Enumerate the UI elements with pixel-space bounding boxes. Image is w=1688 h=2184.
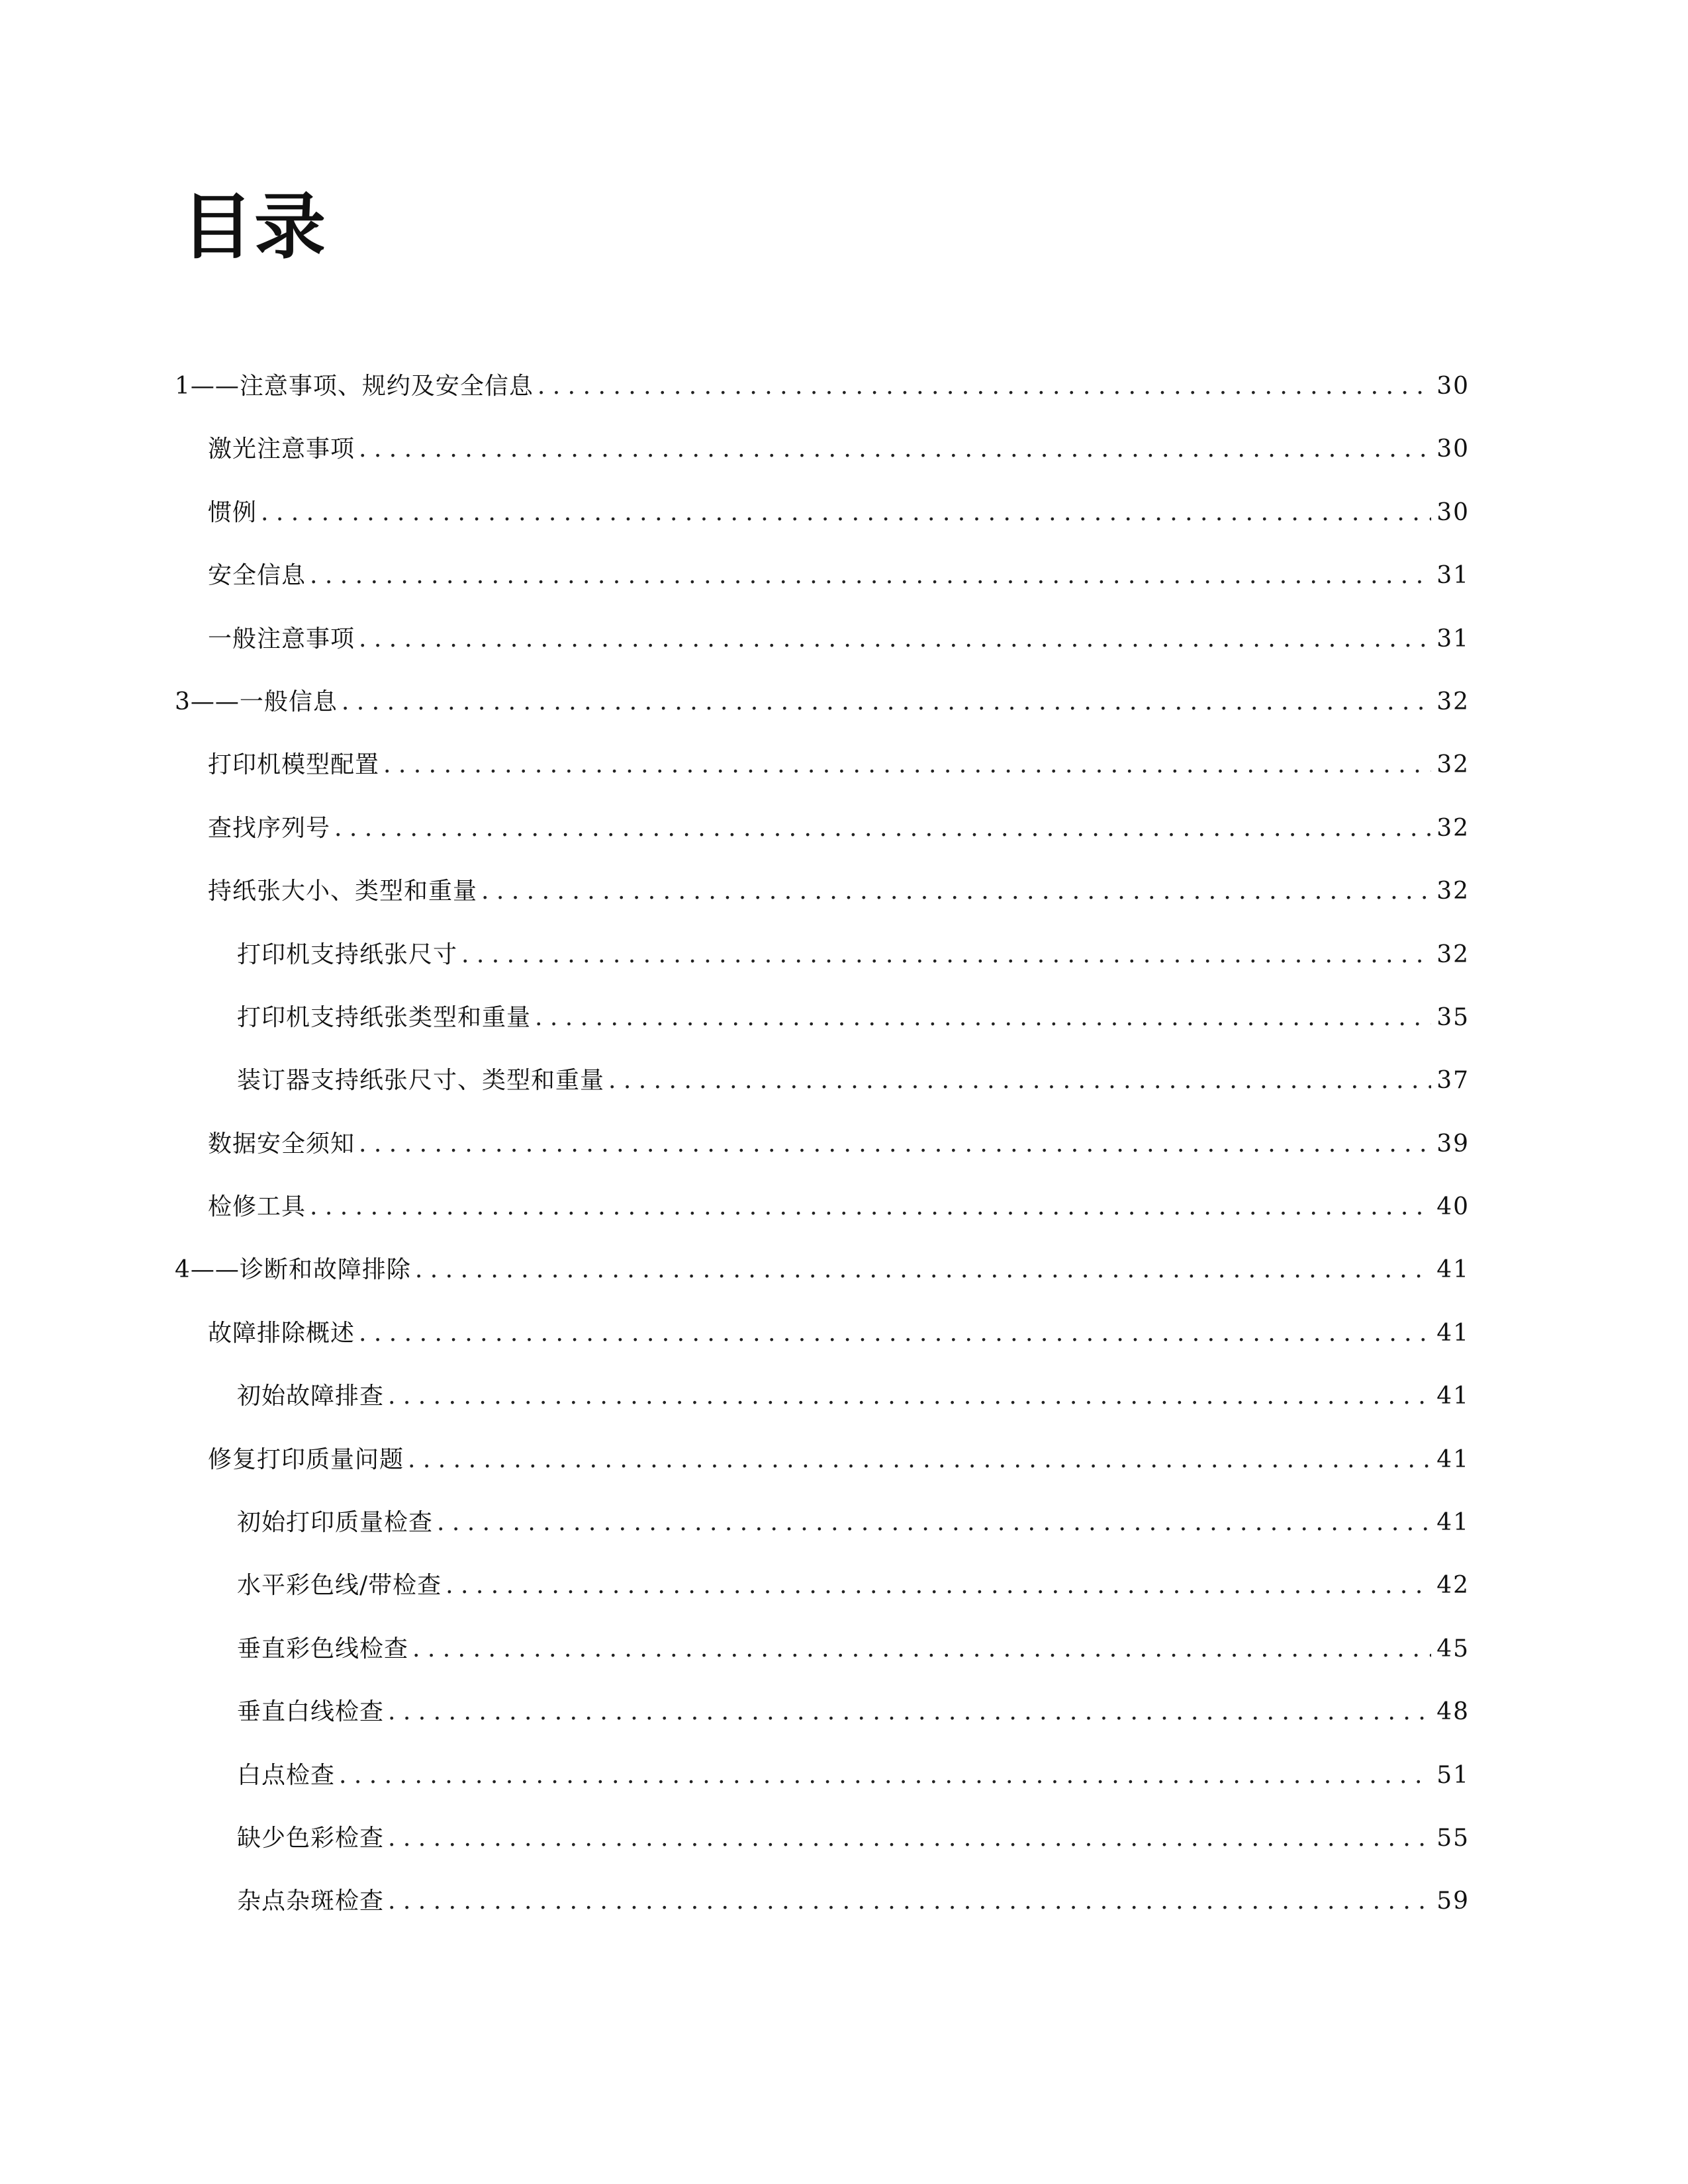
toc-entry-page-number: 45 (1436, 1635, 1470, 1662)
toc-entry[interactable] (175, 1057, 1470, 1120)
toc-dot-leader (342, 678, 1431, 726)
toc-entry-label: 查找序列号 (208, 814, 331, 842)
toc-entry[interactable] (175, 489, 1470, 552)
toc-entry-label: 垂直彩色线检查 (237, 1635, 409, 1662)
toc-entry-page-number: 32 (1436, 878, 1470, 905)
toc-dot-leader (388, 1878, 1431, 1925)
toc-entry-label: 打印机支持纸张尺寸 (237, 940, 458, 968)
toc-entry-page-number: 40 (1436, 1193, 1470, 1221)
toc-entry-page-number: 41 (1436, 1445, 1470, 1473)
toc-entry-page-number: 39 (1436, 1130, 1470, 1158)
toc-dot-leader (461, 931, 1431, 979)
toc-entry-label: 打印机模型配置 (208, 751, 380, 779)
toc-dot-leader (388, 1373, 1431, 1420)
toc-entry[interactable] (175, 615, 1470, 678)
toc-entry-label: 检修工具 (208, 1193, 306, 1221)
toc-entry[interactable] (175, 1373, 1470, 1435)
toc-dot-leader (359, 615, 1431, 663)
toc-entry-page-number: 32 (1436, 751, 1470, 779)
toc-entry-page-number: 31 (1436, 562, 1470, 590)
toc-entry-page-number: 41 (1436, 1383, 1470, 1410)
toc-entry[interactable] (175, 931, 1470, 994)
toc-entry[interactable] (175, 1246, 1470, 1309)
toc-entry-page-number: 41 (1436, 1319, 1470, 1347)
toc-entry-label: 缺少色彩检查 (237, 1824, 385, 1852)
toc-entry-label: 数据安全须知 (208, 1130, 355, 1158)
toc-dot-leader (261, 489, 1431, 537)
toc-dot-leader (334, 805, 1431, 852)
toc-entry[interactable] (175, 363, 1470, 426)
toc-entry-label: 修复打印质量问题 (208, 1445, 404, 1473)
toc-entry-label: 初始打印质量检查 (237, 1509, 434, 1537)
toc-entry[interactable] (175, 1436, 1470, 1499)
toc-entry-page-number: 31 (1436, 625, 1470, 653)
toc-entry-label: 3——一般信息 (175, 688, 338, 715)
toc-entry-label: 装订器支持纸张尺寸、类型和重量 (237, 1067, 605, 1095)
toc-entry[interactable] (175, 1688, 1470, 1751)
toc-entry-page-number: 30 (1436, 498, 1470, 526)
toc-entry-label: 打印机支持纸张类型和重量 (237, 1003, 532, 1031)
toc-entry-page-number: 32 (1436, 940, 1470, 968)
toc-entry[interactable] (175, 994, 1470, 1057)
toc-dot-leader (445, 1562, 1431, 1610)
toc-dot-leader (481, 868, 1431, 915)
toc-dot-leader (412, 1625, 1431, 1673)
toc-entry[interactable] (175, 1562, 1470, 1625)
toc-dot-leader (538, 363, 1431, 410)
toc-entry[interactable] (175, 426, 1470, 488)
toc-dot-leader (359, 1120, 1431, 1168)
toc-entry-label: 激光注意事项 (208, 435, 355, 463)
toc-entry-page-number: 35 (1436, 1003, 1470, 1031)
toc-entry-page-number: 59 (1436, 1888, 1470, 1915)
toc-dot-leader (408, 1436, 1431, 1484)
toc-entry-label: 1——注意事项、规约及安全信息 (175, 373, 534, 400)
toc-entry-label: 惯例 (208, 498, 258, 526)
toc-entry-page-number: 37 (1436, 1067, 1470, 1095)
toc-dot-leader (359, 1310, 1431, 1357)
toc-entry[interactable] (175, 868, 1470, 931)
toc-dot-leader (388, 1688, 1431, 1736)
toc-entry-label: 杂点杂斑检查 (237, 1888, 385, 1915)
toc-entry-page-number: 32 (1436, 688, 1470, 715)
toc-entry-label: 初始故障排查 (237, 1383, 385, 1410)
toc-dot-leader (383, 741, 1431, 789)
toc-entry-page-number: 30 (1436, 373, 1470, 400)
toc-entry[interactable] (175, 678, 1470, 741)
toc-entry-label: 4——诊断和故障排除 (175, 1256, 411, 1284)
toc-entry-page-number: 51 (1436, 1761, 1470, 1789)
toc-entry[interactable] (175, 1183, 1470, 1246)
toc-entry-label: 持纸张大小、类型和重量 (208, 878, 478, 905)
toc-entry[interactable] (175, 1752, 1470, 1815)
toc-dot-leader (535, 994, 1431, 1042)
toc-entry-label: 白点检查 (237, 1761, 336, 1789)
toc-entry-label: 垂直白线检查 (237, 1698, 385, 1726)
toc-entry[interactable] (175, 741, 1470, 804)
toc-dot-leader (415, 1246, 1431, 1294)
toc-dot-leader (339, 1752, 1431, 1799)
toc-entry-page-number: 55 (1436, 1824, 1470, 1852)
toc-entry[interactable] (175, 1878, 1470, 1940)
toc-entry-page-number: 30 (1436, 435, 1470, 463)
toc-entry-page-number: 41 (1436, 1256, 1470, 1284)
toc-entry-page-number: 48 (1436, 1698, 1470, 1726)
toc-dot-leader (359, 426, 1431, 473)
toc-entry[interactable] (175, 1815, 1470, 1878)
toc-entry[interactable] (175, 1310, 1470, 1373)
toc-dot-leader (310, 552, 1431, 600)
toc-entry-page-number: 32 (1436, 814, 1470, 842)
toc-dot-leader (608, 1057, 1431, 1105)
page-title: 目录 (181, 186, 328, 269)
toc-entry-page-number: 41 (1436, 1509, 1470, 1537)
toc-entry-label: 故障排除概述 (208, 1319, 355, 1347)
toc-dot-leader (437, 1499, 1431, 1547)
toc-entry[interactable] (175, 1120, 1470, 1183)
toc-entry[interactable] (175, 805, 1470, 868)
toc-entry-label: 安全信息 (208, 562, 306, 590)
toc-dot-leader (388, 1815, 1431, 1862)
toc-entry[interactable] (175, 1625, 1470, 1688)
toc-entry[interactable] (175, 1499, 1470, 1562)
table-of-contents (175, 363, 1470, 1941)
toc-entry[interactable] (175, 552, 1470, 615)
toc-entry-label: 一般注意事项 (208, 625, 355, 653)
toc-entry-label: 水平彩色线/带检查 (237, 1572, 442, 1600)
toc-dot-leader (310, 1183, 1431, 1231)
toc-entry-page-number: 42 (1436, 1572, 1470, 1600)
